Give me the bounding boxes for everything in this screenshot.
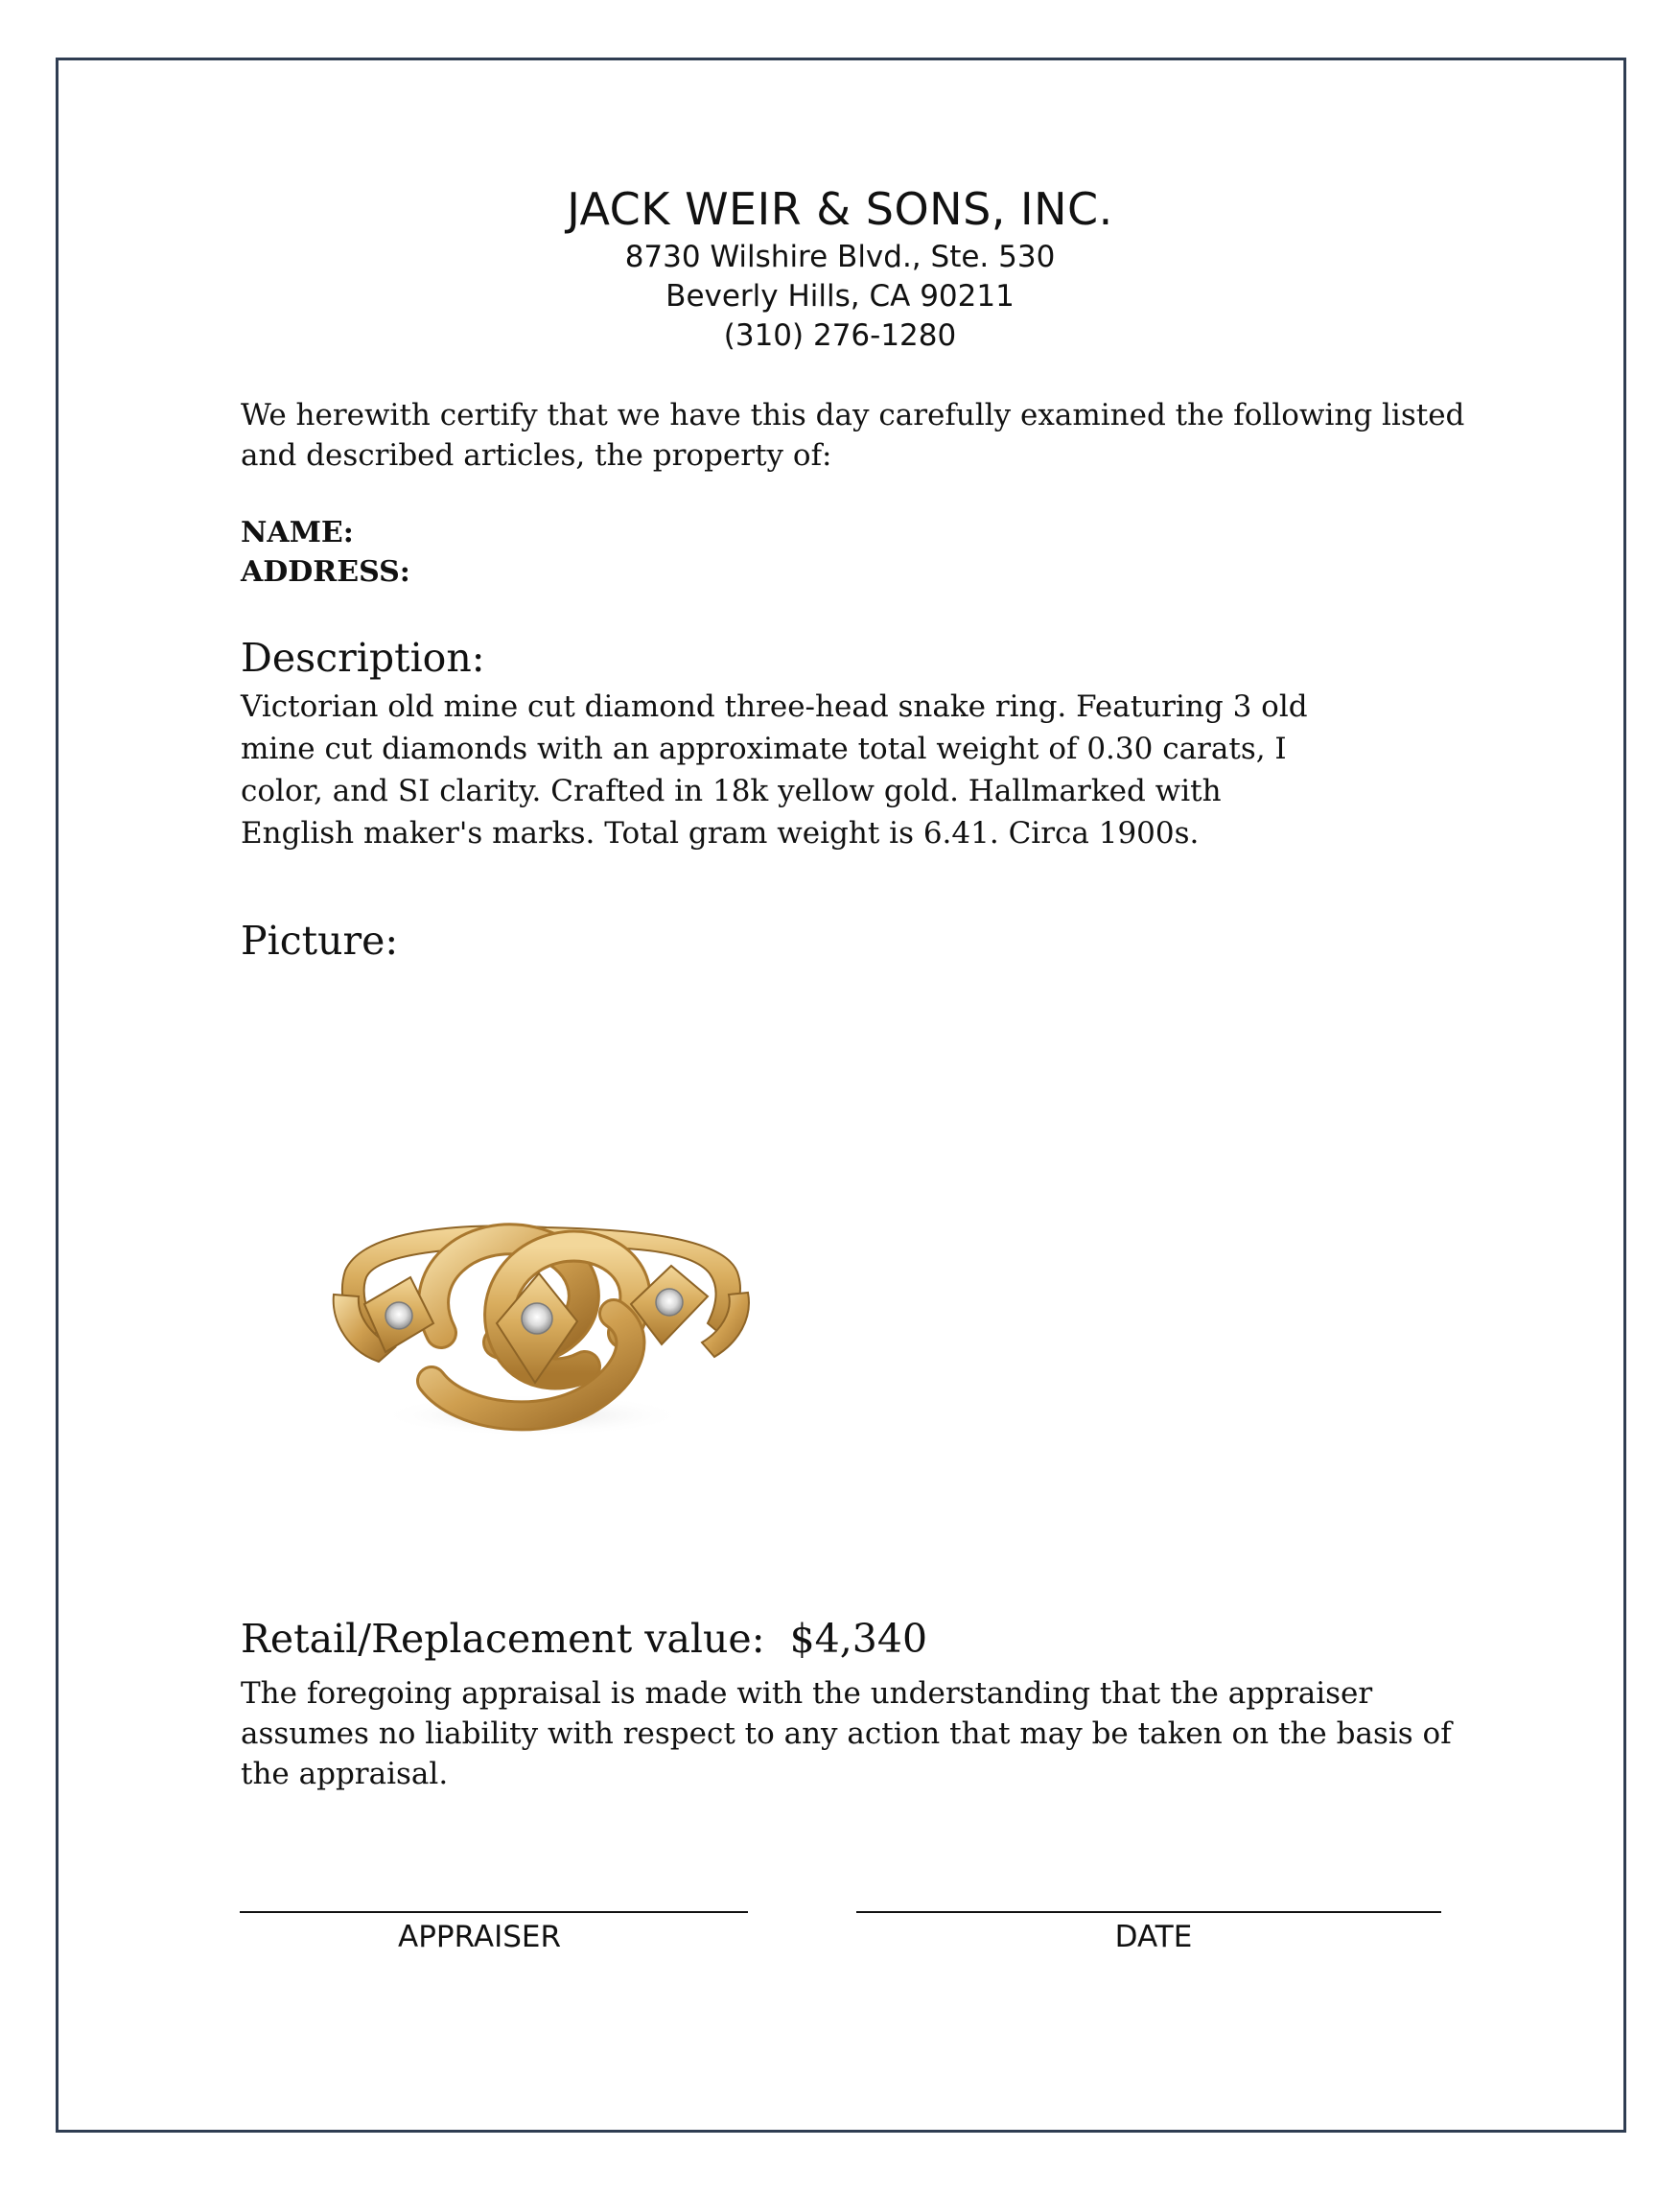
description-text: Victorian old mine cut diamond three-head snake ring. Featuring 3 old mine cut diamonds with an approximate total weight of 0.30 carats, I color, and SI clarity. Crafted in 18k yellow gold. Hallmarked with English maker's marks. Total gram weight is 6.41. Circa 1900s. (241, 689, 1308, 851)
retail-value (241, 1614, 1487, 1664)
company-name: JACK WEIR & SONS, INC. (567, 183, 1113, 235)
certification-intro: We herewith certify that we have this day carefully examined the following listed and described articles, the property of: (241, 398, 1465, 473)
retail-value-amount: $4,340 (789, 1616, 928, 1662)
date-label: DATE (1114, 1920, 1193, 1954)
disclaimer-text: The foregoing appraisal is made with the understanding that the appraiser assumes no liability with respect to any action that may be taken on the basis of the appraisal. (241, 1676, 1452, 1791)
retail-value-label: Retail/Replacement value: (241, 1616, 765, 1662)
appraiser-label: APPRAISER (397, 1920, 562, 1954)
date-signature-line (856, 1911, 1441, 1913)
appraiser-signature-line (240, 1911, 748, 1913)
letterhead (0, 180, 1680, 356)
company-address-line1: 8730 Wilshire Blvd., Ste. 530 (624, 240, 1056, 274)
ring-photo (326, 1189, 758, 1458)
owner-fields (241, 513, 1487, 592)
picture-heading: Picture: (241, 918, 399, 964)
name-field-label: NAME: (241, 516, 354, 549)
address-field-label: ADDRESS: (241, 555, 410, 589)
company-phone: (310) 276-1280 (723, 318, 957, 353)
description-heading: Description: (241, 635, 485, 681)
page-border (56, 58, 1626, 2133)
company-address-line2: Beverly Hills, CA 90211 (665, 279, 1015, 314)
